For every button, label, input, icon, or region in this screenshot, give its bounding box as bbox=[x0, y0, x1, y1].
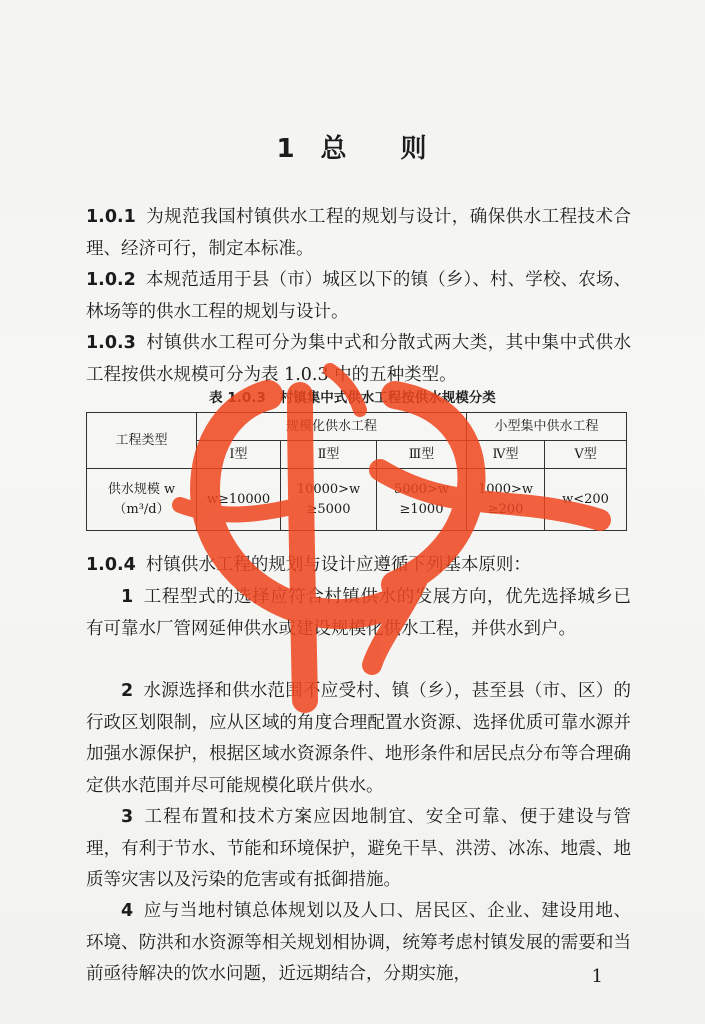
chapter-title-word-1: 总 bbox=[320, 134, 349, 164]
principle-item-4 bbox=[86, 896, 631, 991]
clause-number: 1.0.1 bbox=[86, 207, 136, 227]
table-caption-text: 村镇集中式供水工程按供水规模分类 bbox=[279, 390, 496, 406]
clause-text: 村镇供水工程可分为集中式和分散式两大类，其中集中式供水工程按供水规模可分为表 1.0.3 中的五种类型。 bbox=[86, 333, 631, 385]
row-label-line-1: 供水规模 w bbox=[107, 481, 176, 497]
item-text: 工程型式的选择应符合村镇供水的发展方向，优先选择城乡已有可靠水厂管网延伸供水或建设规模化供水工程，并供水到户。 bbox=[86, 587, 631, 639]
clause-number: 1.0.3 bbox=[86, 333, 136, 353]
range-line-1: 1000>w bbox=[477, 481, 534, 497]
principle-item-3 bbox=[86, 802, 631, 897]
range-line-2: ≥200 bbox=[487, 501, 524, 517]
item-text: 工程布置和技术方案应因地制宜、安全可靠、便于建设与管理，有利于节水、节能和环境保护，避免干旱、洪涝、冰冻、地震、地质等灾害以及污染的危害或有抵御措施。 bbox=[86, 807, 631, 890]
table-type-cell: Ⅴ型 bbox=[545, 441, 627, 469]
page-number: 1 bbox=[591, 966, 603, 987]
range-line-1: 5000>w bbox=[393, 481, 450, 497]
range-line-1: 10000>w bbox=[296, 481, 361, 497]
range-line-2: ≥1000 bbox=[399, 501, 444, 517]
water-supply-scale-table bbox=[86, 412, 627, 531]
table-type-cell: Ⅲ型 bbox=[377, 441, 467, 469]
chapter-title bbox=[0, 128, 705, 165]
principle-item-1 bbox=[86, 582, 631, 645]
clause-number: 1.0.2 bbox=[86, 270, 136, 290]
table-range-cell bbox=[197, 469, 281, 531]
table-type-cell: Ⅳ型 bbox=[467, 441, 545, 469]
item-text: 水源选择和供水范围不应受村、镇（乡），甚至县（市、区）的行政区划限制，应从区域的角度合理配置水资源、选择优质可靠水源并加强水源保护，根据区域水资源条件、地形条件和居民点分布等合理确定供水范围并尽可能规模化联片供水。 bbox=[86, 681, 631, 796]
clause-number: 1.0.4 bbox=[86, 555, 136, 575]
table-head-group-2: 小型集中供水工程 bbox=[467, 413, 627, 441]
item-text: 应与当地村镇总体规划以及人口、居民区、企业、建设用地、环境、防洪和水资源等相关规划相协调，统筹考虑村镇发展的需要和当前亟待解决的饮水问题，近远期结合，分期实施， bbox=[86, 901, 631, 984]
table-head-type: 工程类型 bbox=[87, 413, 197, 469]
range-line-2: ≥5000 bbox=[306, 501, 351, 517]
table-range-cell bbox=[467, 469, 545, 531]
clause-text: 为规范我国村镇供水工程的规划与设计，确保供水工程技术合理、经济可行，制定本标准。 bbox=[86, 207, 631, 259]
table-row-label bbox=[87, 469, 197, 531]
clause-1-0-3 bbox=[86, 328, 631, 391]
table-type-cell: Ⅱ型 bbox=[281, 441, 377, 469]
chapter-number: 1 bbox=[276, 134, 297, 164]
clause-text: 村镇供水工程的规划与设计应遵循下列基本原则： bbox=[145, 555, 531, 575]
table-range-cell bbox=[377, 469, 467, 531]
principle-item-2 bbox=[86, 676, 631, 802]
clause-1-0-4 bbox=[86, 550, 631, 582]
item-number: 3 bbox=[121, 807, 134, 827]
table-caption bbox=[0, 386, 705, 406]
item-number: 1 bbox=[121, 587, 134, 607]
table-caption-number: 表 1.0.3 bbox=[209, 390, 266, 406]
table-range-cell bbox=[281, 469, 377, 531]
table-range-cell bbox=[545, 469, 627, 531]
range-line-1: w<200 bbox=[562, 491, 609, 507]
item-number: 2 bbox=[121, 681, 134, 701]
chapter-title-word-2: 则 bbox=[400, 134, 429, 164]
clause-1-0-1 bbox=[86, 202, 631, 265]
table-head-group-1: 规模化供水工程 bbox=[197, 413, 467, 441]
item-number: 4 bbox=[121, 901, 134, 921]
range-line-1: w≥10000 bbox=[206, 491, 271, 507]
table-type-cell: Ⅰ型 bbox=[197, 441, 281, 469]
clause-1-0-2 bbox=[86, 265, 631, 328]
clause-text: 本规范适用于县（市）城区以下的镇（乡）、村、学校、农场、林场等的供水工程的规划与设计。 bbox=[86, 270, 631, 322]
row-label-line-2: （m³/d） bbox=[113, 501, 170, 517]
